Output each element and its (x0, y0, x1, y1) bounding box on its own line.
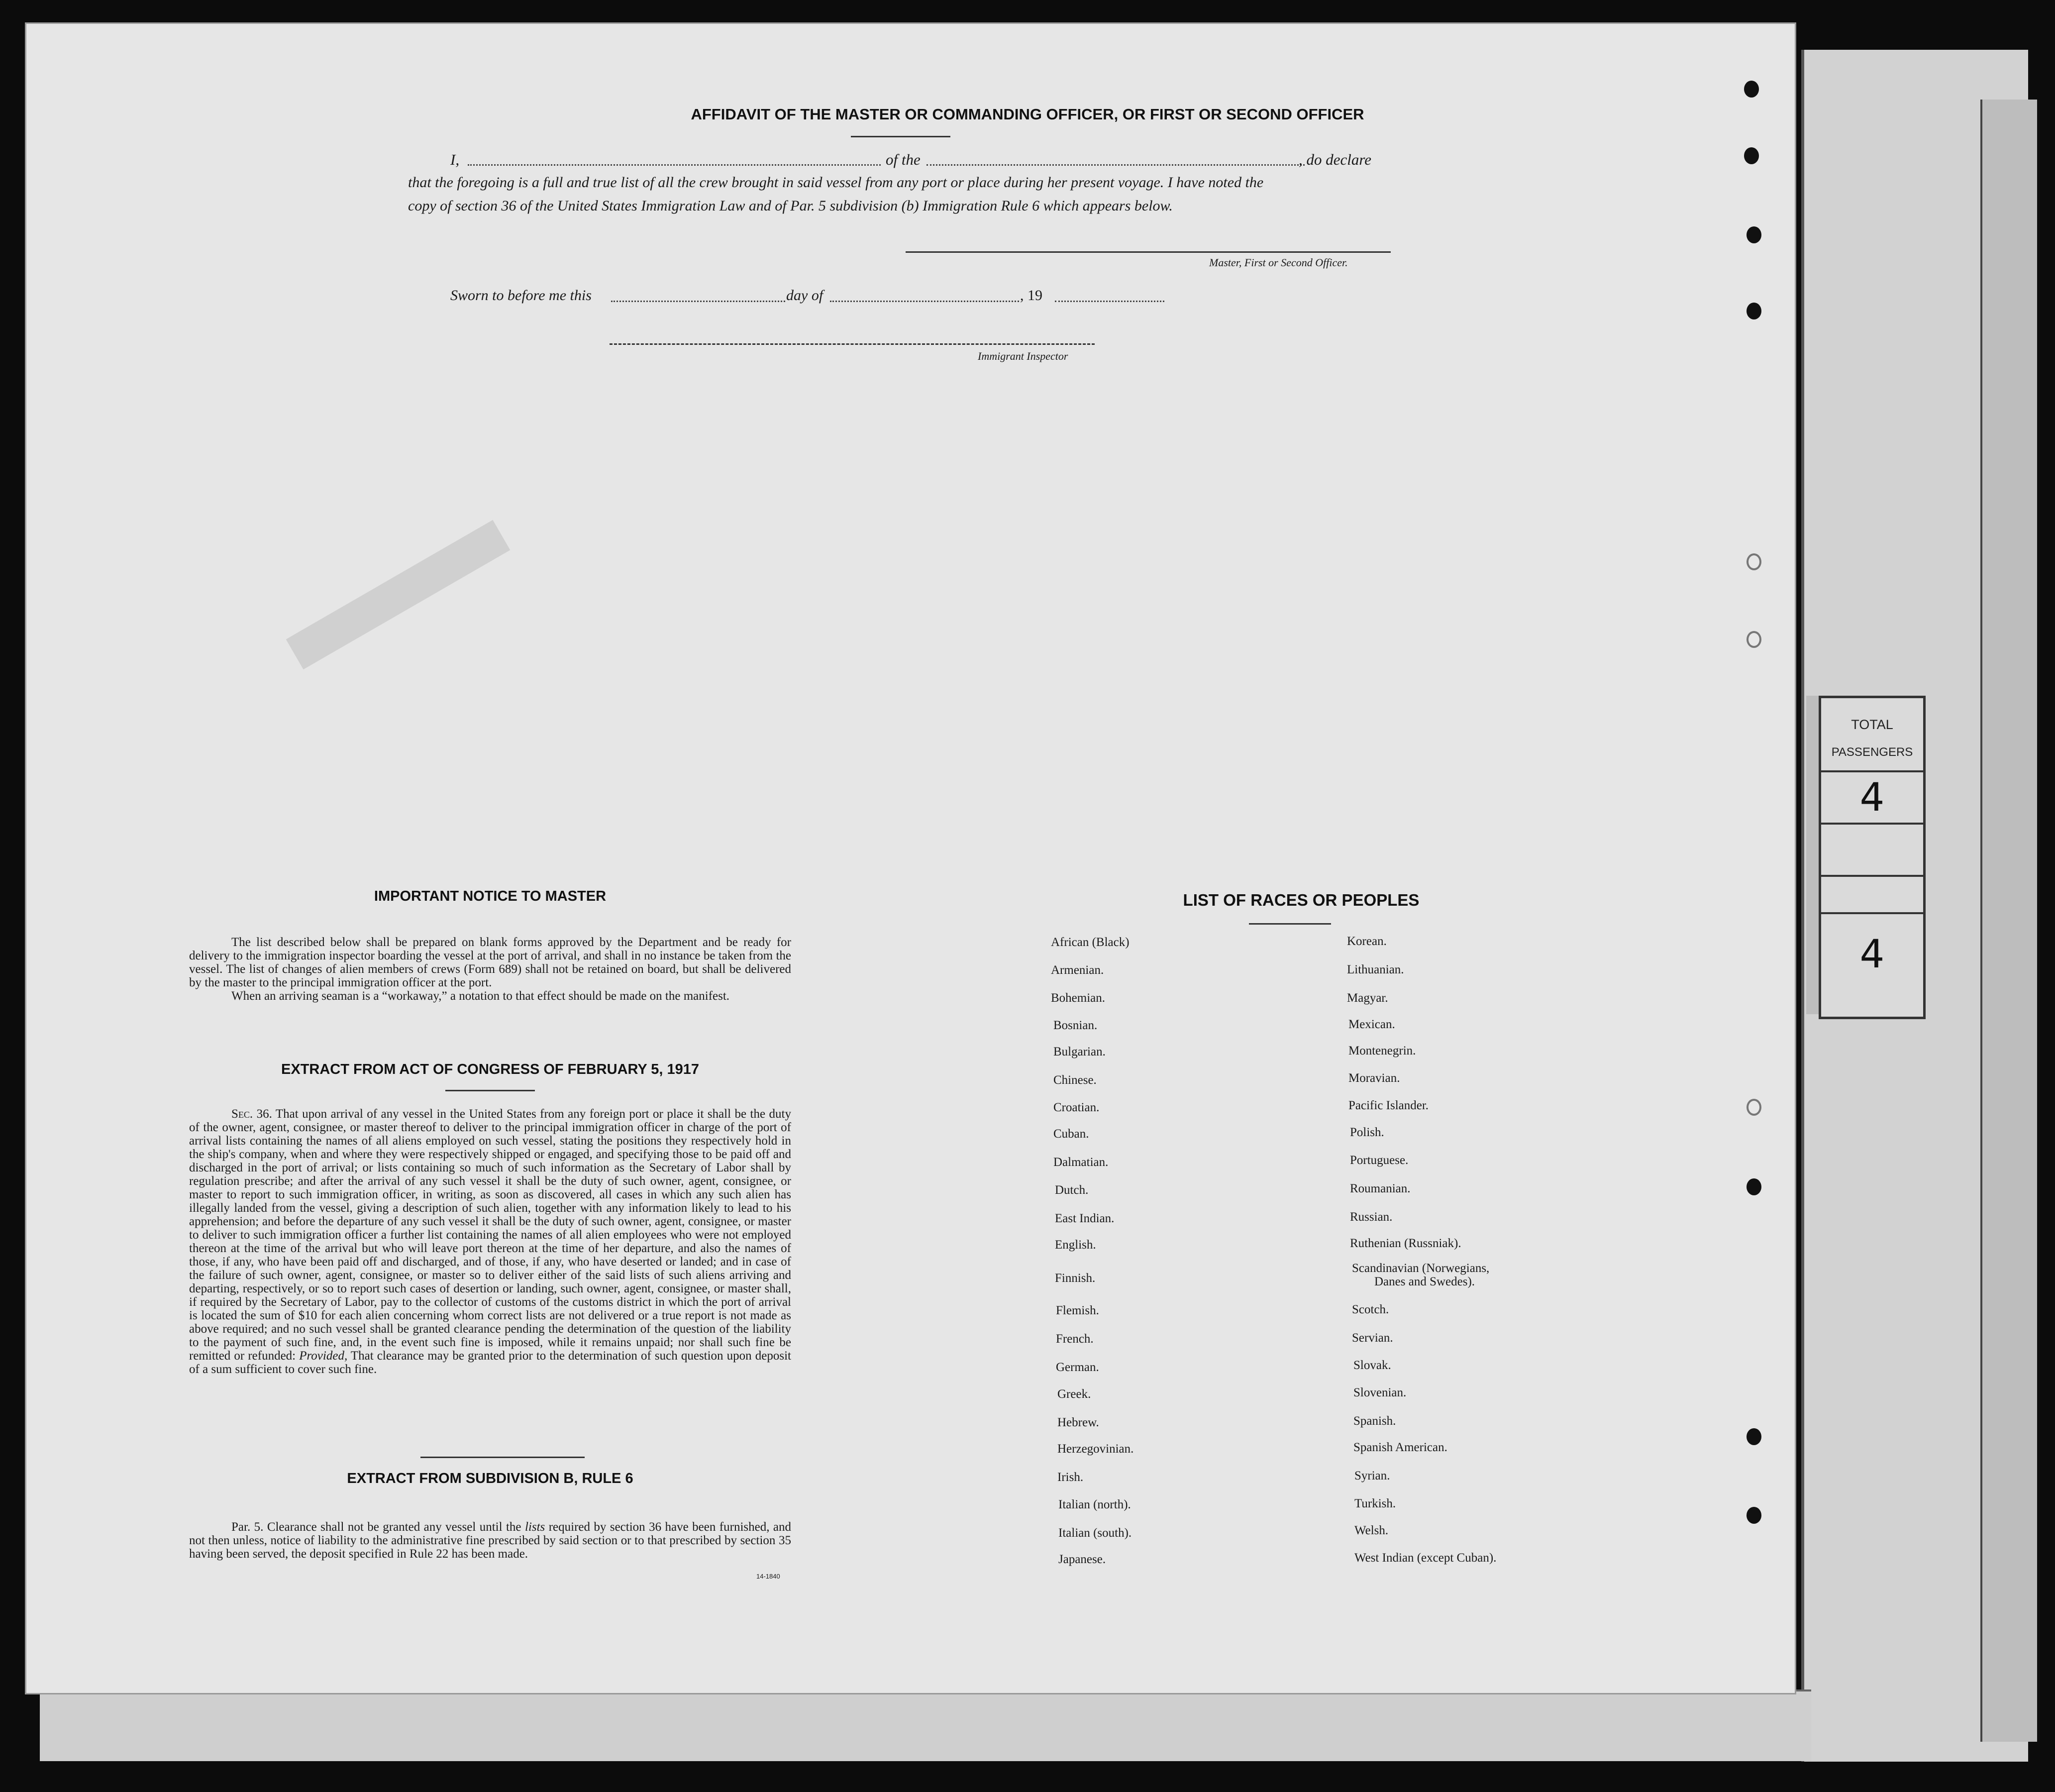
race-right-item: Moravian. (1348, 1071, 1400, 1085)
affidavit-declare-label: , do declare (1299, 151, 1372, 168)
race-right-item: Syrian. (1354, 1469, 1390, 1482)
passenger-box-rule (1821, 912, 1923, 914)
race-right-item: Mexican. (1348, 1018, 1395, 1031)
signature-line[interactable] (906, 251, 1391, 253)
race-right-item: Russian. (1350, 1210, 1393, 1224)
race-right-item: Turkish. (1354, 1497, 1396, 1510)
passenger-box-rule (1821, 770, 1923, 772)
race-left-item: Finnish. (1055, 1271, 1096, 1285)
race-right-item: Polish. (1350, 1126, 1384, 1139)
extract-rule-title: EXTRACT FROM SUBDIVISION B, RULE 6 (347, 1471, 633, 1486)
total-passengers-box (1819, 696, 1926, 1019)
punch-hole (1747, 1507, 1761, 1524)
signature-label: Master, First or Second Officer. (1209, 256, 1348, 269)
lists-word: lists (524, 1520, 545, 1534)
race-left-item: Dalmatian. (1053, 1156, 1109, 1169)
race-right-item: Magyar. (1347, 991, 1388, 1005)
punch-hole (1744, 147, 1759, 164)
race-left-item: French. (1056, 1332, 1094, 1346)
provided-word: Provided, (299, 1349, 348, 1363)
race-left-item: African (Black) (1051, 936, 1130, 949)
race-right-item: Spanish. (1353, 1414, 1396, 1428)
race-left-item: Bulgarian. (1053, 1045, 1106, 1058)
section-36-text: That upon arrival of any vessel in the United States from any foreign port or place it shall be the duty of the owner, agent, consignee, or master thereof to deliver to the principal immigration officer in charge of the port of arrival lists containing the names of all aliens employed on such vessel, stating the positions they respectively hold in the ship's company, when and where they were respectively shipped or engaged, and specifying those to be paid off and discharged in the port of arrival; or lists containing so much of such information as the Secretary of Labor shall by regulation prescribe; and after the arrival of any such vessel it shall be the duty of such owner, agent, consignee, or master to report to such immigration officer, in writing, as soon as discovered, all cases in which any such alien has illegally landed from the vessel, giving a description of such alien, together with any information likely to lead to his apprehension; and before the departure of any such vessel it shall be the duty of such owner, agent, consignee, or master to deliver to such immigration officer a further list containing the names of all alien employees who were not employed thereon at the time of the arrival but who will leave port thereon at the time of her departure, and also the names of those, if any, who have been paid off and discharged, and of those, if any, who have deserted or landed; and in case of the failure of such owner, agent, consignee, or master so to deliver either of the said lists of such aliens arriving and departing, respectively, or so to report such cases of desertion or landing, such owner, agent, consignee, or master shall, if required by the Secretary of Labor, pay to the collector of customs of the customs district in which the port of arrival is located the sum of $10 for each alien concerning whom correct lists are not delivered or a true report is not made as above required; and no such vessel shall be granted clearance pending the determination of the question of the liability to the payment of such fine, and, in the event such fine is imposed, while it remains unpaid; nor shall such fine be remitted or refunded: (189, 1107, 791, 1363)
race-left-item: Croatian. (1053, 1101, 1100, 1114)
race-right-item: Slovak. (1353, 1359, 1391, 1372)
race-left-item: Bohemian. (1051, 991, 1106, 1005)
race-left-item: Chinese. (1053, 1073, 1097, 1087)
race-right-item: Ruthenian (Russniak). (1350, 1237, 1461, 1250)
race-right-item: Korean. (1347, 935, 1387, 948)
inspector-signature-line[interactable] (610, 343, 1095, 345)
race-left-item: English. (1055, 1238, 1096, 1252)
passenger-box-header-2: PASSENGERS (1831, 745, 1913, 759)
race-left-item: Armenian. (1051, 963, 1104, 977)
race-left-item: Bosnian. (1053, 1019, 1098, 1032)
punch-hole (1747, 553, 1761, 570)
race-left-item: Italian (south). (1058, 1526, 1132, 1540)
race-left-item: Irish. (1057, 1471, 1084, 1484)
extract-act-text (189, 1107, 791, 1376)
manifest-page (25, 22, 1796, 1694)
race-left-item: Japanese. (1058, 1553, 1106, 1566)
section-number: Sec. 36. (231, 1107, 272, 1121)
sworn-day-field[interactable] (611, 287, 785, 302)
race-left-item: East Indian. (1055, 1212, 1115, 1225)
passenger-box-rule (1821, 823, 1923, 825)
notice-title: IMPORTANT NOTICE TO MASTER (374, 888, 607, 904)
punch-hole (1747, 1178, 1761, 1195)
affidavit-line-3: copy of section 36 of the United States Immigration Law and of Par. 5 subdivision (b) Immigration Rule 6 which appears below. (408, 198, 1173, 214)
section-36-text-end: That clearance may be granted prior to the determination of such question upon deposit of a sum sufficient to cover such fine. (189, 1349, 791, 1376)
passenger-total-value-2: 4 (1859, 932, 1885, 977)
section-rule (420, 1457, 585, 1458)
race-left-item: Hebrew. (1057, 1416, 1099, 1429)
race-left-item: Flemish. (1056, 1304, 1099, 1317)
rule-text-a: Par. 5. Clearance shall not be granted any vessel until the (231, 1520, 521, 1534)
passenger-total-value: 4 (1859, 775, 1885, 820)
race-left-item: Dutch. (1055, 1183, 1089, 1197)
affidavit-of-label: of the (886, 151, 921, 168)
punch-hole (1747, 631, 1761, 648)
passenger-box-rule (1821, 875, 1923, 877)
race-right-item: Pacific Islander. (1348, 1099, 1429, 1112)
section-rule (1249, 923, 1331, 925)
race-right-item: Danes and Swedes). (1374, 1275, 1475, 1288)
race-right-item: Welsh. (1354, 1524, 1389, 1537)
race-left-item: Greek. (1057, 1387, 1091, 1401)
sworn-month-field[interactable] (830, 287, 1019, 302)
sworn-year-field[interactable] (1055, 287, 1164, 302)
race-right-item: Scotch. (1352, 1303, 1389, 1316)
punch-hole (1744, 81, 1759, 98)
race-left-item: German. (1056, 1361, 1099, 1374)
section-rule (445, 1090, 535, 1091)
race-right-item: Roumanian. (1350, 1182, 1411, 1195)
race-right-item: Portuguese. (1350, 1154, 1409, 1167)
race-left-item: Italian (north). (1058, 1498, 1131, 1511)
punch-hole (1747, 303, 1761, 319)
passenger-box-header-1: TOTAL (1851, 717, 1893, 732)
sworn-label: Sworn to before me this (450, 287, 592, 304)
punch-hole (1747, 1099, 1761, 1116)
title-rule (851, 136, 950, 137)
extract-rule-text (189, 1520, 791, 1561)
race-right-item: Slovenian. (1353, 1386, 1407, 1399)
extract-act-title: EXTRACT FROM ACT OF CONGRESS OF FEBRUARY 5, 1917 (281, 1061, 700, 1077)
affidavit-i-label: I, (450, 151, 460, 168)
inspector-label: Immigrant Inspector (978, 350, 1068, 362)
rule-text-b: required by section 36 have been furnished, and not then unless, notice of liability to the administrative fine prescribed by said section or to that prescribed by section 35 having been served, the deposit specified in Rule 22 has been made. (189, 1520, 792, 1561)
race-left-item: Cuban. (1053, 1127, 1089, 1141)
master-name-field[interactable] (468, 149, 881, 166)
notice-paragraph-2: When an arriving seaman is a “workaway,” a notation to that effect should be made on the manifest. (231, 989, 730, 1003)
race-left-item: Herzegovinian. (1057, 1442, 1134, 1456)
notice-paragraph-1: The list described below shall be prepared on blank forms approved by the Department and be ready for delivery to the immigration inspector boarding the vessel at the port of arrival, and shall in no instance be taken from the vessel. The list of changes of alien members of crews (Form 689) shall not be retained on board, but shall be delivered by the master to the principal immigration officer at the port. (189, 936, 791, 989)
race-right-item: Montenegrin. (1348, 1044, 1416, 1057)
race-right-item: Servian. (1352, 1331, 1393, 1345)
notice-text (189, 936, 791, 1003)
race-right-item: West Indian (except Cuban). (1354, 1551, 1497, 1565)
day-of-label: day of (786, 287, 823, 304)
underlying-page-edge (1980, 100, 2037, 1742)
year-label: , 19 (1020, 287, 1042, 304)
affidavit-line-2: that the foregoing is a full and true list of all the crew brought in said vessel from any port or place during her present voyage. I have noted the (408, 174, 1264, 191)
race-right-item: Scandinavian (Norwegians, (1352, 1262, 1490, 1275)
affidavit-title: AFFIDAVIT OF THE MASTER OR COMMANDING OFFICER, OR FIRST OR SECOND OFFICER (691, 105, 1364, 123)
form-number: 14-1840 (756, 1573, 780, 1580)
punch-hole (1747, 1428, 1761, 1445)
punch-hole (1747, 226, 1761, 243)
race-right-item: Spanish American. (1353, 1441, 1447, 1454)
page-bottom-edge (40, 1689, 1811, 1761)
races-title: LIST OF RACES OR PEOPLES (1183, 891, 1420, 909)
race-right-item: Lithuanian. (1347, 963, 1404, 976)
vessel-name-field[interactable] (926, 149, 1305, 166)
